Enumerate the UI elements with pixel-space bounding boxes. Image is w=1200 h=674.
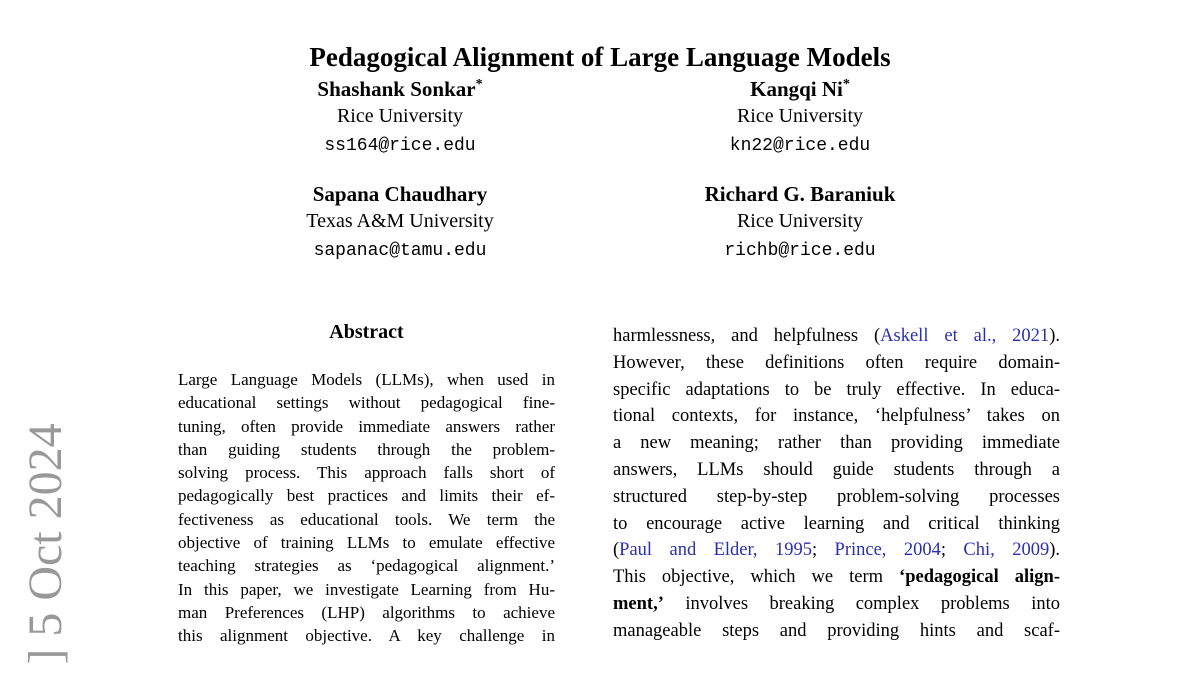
author-name xyxy=(600,72,1000,102)
text-segment: a new meaning; rather than providing immediate xyxy=(613,433,1060,454)
author-affiliation: Rice University xyxy=(736,105,864,127)
text-line xyxy=(613,511,1060,538)
text-line xyxy=(178,484,555,507)
paper-title: Pedagogical Alignment of Large Language Models xyxy=(309,42,891,73)
abstract-heading: Abstract xyxy=(329,321,404,343)
author-affiliation: Rice University xyxy=(336,105,464,127)
text-segment: specific adaptations to be truly effective. In educa- xyxy=(613,379,1060,400)
text-segment: However, these definitions often require domain- xyxy=(613,352,1060,373)
text-segment: ; xyxy=(811,540,835,561)
text-line xyxy=(178,554,555,577)
author-email: sapanac@tamu.edu xyxy=(313,241,487,261)
citation-link[interactable]: Prince, 2004 xyxy=(834,540,941,561)
author-name xyxy=(600,177,1000,207)
author-name-text: Kangqi Ni xyxy=(750,77,843,101)
text-segment: teaching strategies as ‘pedagogical alignment.’ xyxy=(178,556,555,576)
text-segment: ‘pedagogical align- xyxy=(899,567,1060,588)
text-line xyxy=(613,403,1060,430)
text-line xyxy=(613,591,1060,618)
text-segment: ; xyxy=(940,540,964,561)
text-segment: structured step-by-step problem-solving processes xyxy=(613,486,1060,507)
text-line xyxy=(178,578,555,601)
text-segment: ( xyxy=(613,540,620,561)
text-segment: This objective, which we term xyxy=(613,567,900,588)
introduction-column xyxy=(613,323,1060,645)
author-name-text: Shashank Sonkar xyxy=(317,77,476,101)
text-line xyxy=(178,415,555,438)
authors-row-1 xyxy=(200,72,1000,161)
author-name-text: Sapana Chaudhary xyxy=(312,182,488,206)
abstract-section xyxy=(178,320,555,648)
author-card xyxy=(200,177,600,266)
citation-link[interactable]: Paul and Elder, 1995 xyxy=(619,540,812,561)
text-segment: educational settings without pedagogical fine- xyxy=(178,393,555,413)
authors-row-2 xyxy=(200,177,1000,266)
text-segment: to encourage active learning and critical thinking xyxy=(613,513,1060,534)
text-line xyxy=(178,461,555,484)
text-segment: In this paper, we investigate Learning from Hu- xyxy=(178,579,555,599)
text-line xyxy=(613,537,1060,564)
author-email: kn22@rice.edu xyxy=(729,136,871,156)
author-email: ss164@rice.edu xyxy=(324,136,476,156)
text-line xyxy=(613,564,1060,591)
text-line xyxy=(178,531,555,554)
text-line xyxy=(178,624,555,647)
author-footnote-mark: * xyxy=(842,77,850,92)
text-line xyxy=(178,438,555,461)
author-footnote-mark: * xyxy=(475,77,483,92)
author-card xyxy=(600,177,1000,266)
text-line xyxy=(613,430,1060,457)
text-line xyxy=(613,350,1060,377)
text-line xyxy=(613,377,1060,404)
citation-link[interactable]: Chi, 2009 xyxy=(963,540,1050,561)
author-name xyxy=(200,177,600,207)
text-segment: tional contexts, for instance, ‘helpfulness’ takes on xyxy=(613,406,1060,427)
text-line xyxy=(613,323,1060,350)
text-segment: this alignment objective. A key challenge in xyxy=(178,626,555,646)
text-segment: Large Language Models (LLMs), when used in xyxy=(178,370,555,389)
author-name-text: Richard G. Baraniuk xyxy=(704,182,896,206)
abstract-body xyxy=(178,368,555,648)
text-segment: answers, LLMs should guide students through a xyxy=(613,459,1060,480)
text-segment: harmlessness, and helpfulness ( xyxy=(613,326,881,346)
text-segment: man Preferences (LHP) algorithms to achieve xyxy=(178,602,555,622)
author-affiliation: Rice University xyxy=(736,210,864,232)
author-card xyxy=(600,72,1000,161)
text-segment: ment,’ xyxy=(613,593,664,614)
author-email: richb@rice.edu xyxy=(724,241,876,261)
arxiv-watermark[interactable]: ] 5 Oct 2024 xyxy=(19,423,72,665)
text-line xyxy=(178,368,555,391)
text-line xyxy=(178,508,555,531)
text-line xyxy=(613,484,1060,511)
text-segment: manageable steps and providing hints and scaf- xyxy=(613,620,1060,641)
citation-link[interactable]: Askell et al., 2021 xyxy=(880,326,1050,346)
text-line xyxy=(178,391,555,414)
author-affiliation: Texas A&M University xyxy=(306,210,494,232)
text-segment: objective of training LLMs to emulate effective xyxy=(178,533,555,553)
text-segment: ). xyxy=(1049,540,1060,561)
text-segment: solving process. This approach falls short of xyxy=(178,463,555,483)
text-segment: tuning, often provide immediate answers rather xyxy=(178,416,555,436)
text-segment: involves breaking complex problems into xyxy=(663,593,1060,614)
author-card xyxy=(200,72,600,161)
text-segment: ). xyxy=(1049,326,1060,346)
text-line xyxy=(613,457,1060,484)
text-line xyxy=(178,601,555,624)
text-segment: fectiveness as educational tools. We term the xyxy=(178,509,555,529)
text-segment: than guiding students through the problem- xyxy=(178,439,555,459)
author-name xyxy=(200,72,600,102)
text-segment: pedagogically best practices and limits their ef- xyxy=(178,486,555,506)
text-line xyxy=(613,618,1060,645)
